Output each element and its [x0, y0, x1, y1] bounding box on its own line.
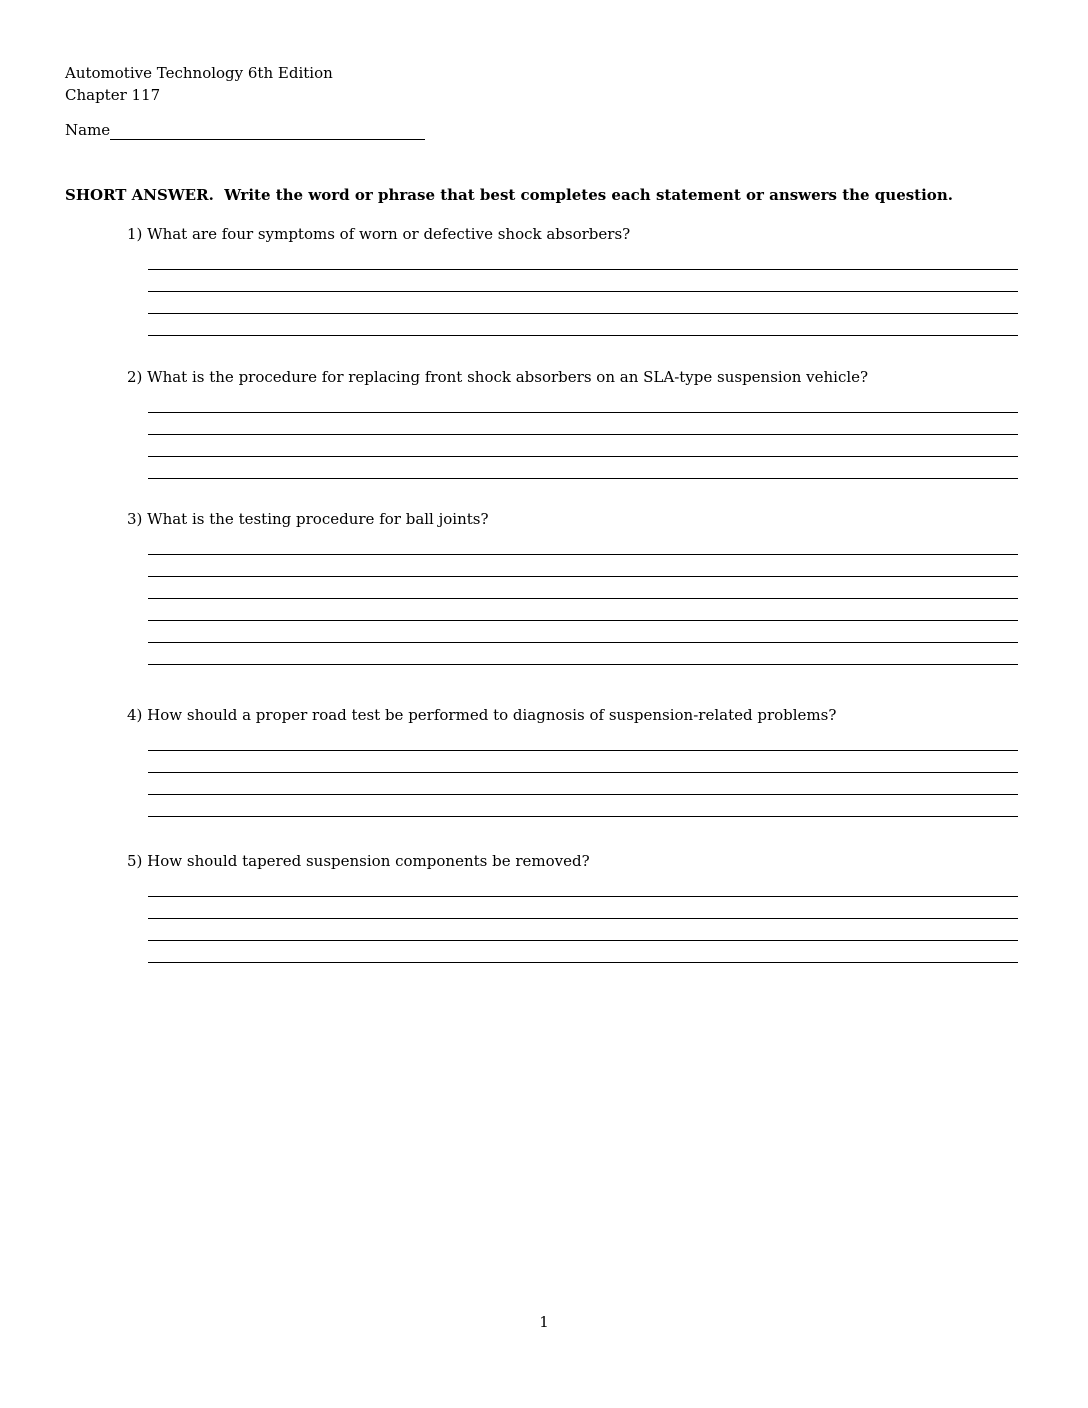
answer-lines [148, 248, 1018, 336]
answer-line[interactable] [148, 435, 1018, 457]
answer-line[interactable] [148, 729, 1018, 751]
question-text: 3) What is the testing procedure for ball joints? [127, 510, 489, 528]
question-block-4 [127, 705, 1018, 817]
answer-line[interactable] [148, 875, 1018, 897]
name-row [65, 120, 425, 140]
answer-lines [148, 729, 1018, 817]
question-block-1 [127, 224, 1018, 336]
answer-line[interactable] [148, 941, 1018, 963]
answer-line[interactable] [148, 773, 1018, 795]
answer-line[interactable] [148, 248, 1018, 270]
answer-line[interactable] [148, 795, 1018, 817]
question-block-5 [127, 851, 1018, 963]
answer-line[interactable] [148, 577, 1018, 599]
answer-line[interactable] [148, 897, 1018, 919]
doc-chapter: Chapter 117 [65, 86, 161, 104]
section-heading: SHORT ANSWER. Write the word or phrase that best completes each statement or answers the question. [65, 186, 953, 204]
answer-lines [148, 533, 1018, 665]
question-block-3 [127, 509, 1018, 665]
question-text: 2) What is the procedure for replacing front shock absorbers on an SLA-type suspension vehicle? [127, 368, 869, 386]
answer-lines [148, 875, 1018, 963]
answer-line[interactable] [148, 391, 1018, 413]
answer-line[interactable] [148, 751, 1018, 773]
answer-line[interactable] [148, 270, 1018, 292]
answer-line[interactable] [148, 643, 1018, 665]
name-blank-field[interactable] [110, 122, 425, 140]
question-text: 5) How should tapered suspension components be removed? [127, 852, 590, 870]
answer-line[interactable] [148, 413, 1018, 435]
question-text: 4) How should a proper road test be performed to diagnosis of suspension-related problems? [127, 706, 837, 724]
answer-line[interactable] [148, 599, 1018, 621]
answer-line[interactable] [148, 621, 1018, 643]
answer-line[interactable] [148, 457, 1018, 479]
doc-title: Automotive Technology 6th Edition [65, 64, 333, 82]
doc-header [65, 62, 333, 106]
page-number: 1 [539, 1313, 549, 1331]
answer-line[interactable] [148, 533, 1018, 555]
answer-lines [148, 391, 1018, 479]
answer-line[interactable] [148, 314, 1018, 336]
answer-line[interactable] [148, 292, 1018, 314]
name-label: Name [65, 121, 111, 139]
question-block-2 [127, 367, 1018, 479]
question-text: 1) What are four symptoms of worn or defective shock absorbers? [127, 225, 631, 243]
answer-line[interactable] [148, 919, 1018, 941]
answer-line[interactable] [148, 555, 1018, 577]
